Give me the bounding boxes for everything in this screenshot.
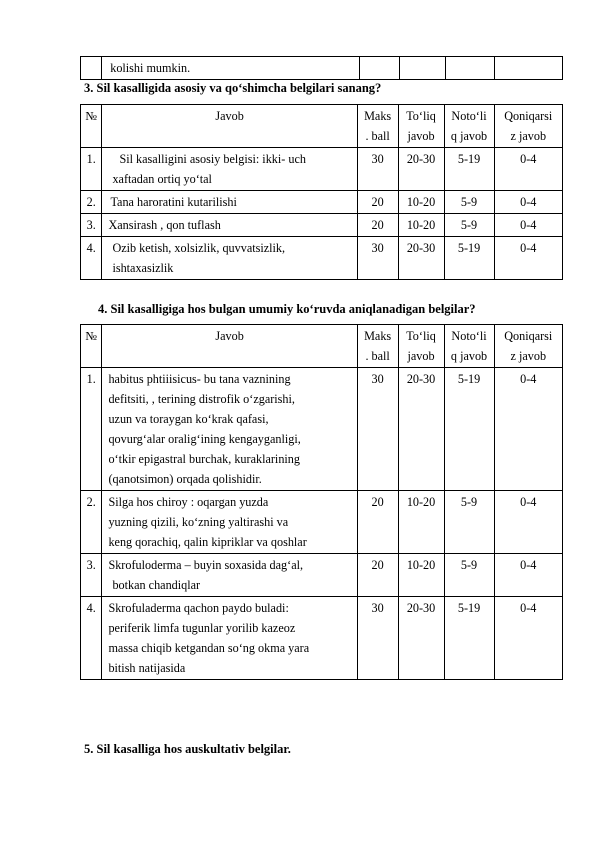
table-row: [81, 491, 563, 554]
answer-cell: [102, 554, 357, 597]
answer-cell: kolishi mumkin.: [102, 57, 360, 80]
answer-line: o‘tkir epigastral burchak, kuraklarining: [108, 452, 300, 466]
answer-line: Sil kasalligini asosiy belgisi: ikki- uch: [119, 152, 306, 166]
answer-line: (qanotsimon) orqada qolishidir.: [108, 472, 262, 486]
full-answer-cell: 20-30: [398, 148, 444, 191]
full-answer-cell: 10-20: [398, 491, 444, 554]
max-score-cell: 30: [357, 237, 398, 280]
header-unsatisfactory: Qoniqarsi z javob: [494, 105, 562, 148]
answer-cell: [102, 491, 357, 554]
answer-line: Skrofuloderma – buyin soxasida dag‘al,: [108, 558, 304, 572]
row-number-cell: 1.: [81, 148, 102, 191]
unsatisfactory-cell: 0-4: [494, 237, 562, 280]
unsatisfactory-cell: [495, 57, 563, 80]
answer-line: ishtaxasizlik: [112, 261, 174, 275]
answer-line: Ozib ketish, xolsizlik, quvvatsizlik,: [112, 241, 286, 255]
section-4-heading: 4. Sil kasalligiga hos bulgan umumiy ko‘ruvda aniqlanadigan belgilar?: [98, 302, 476, 316]
row-number-cell: 3.: [81, 214, 102, 237]
header-unsatisfactory: Qoniqarsi z javob: [494, 325, 562, 368]
answer-line: xaftadan ortiq yo‘tal: [112, 172, 212, 186]
unsatisfactory-cell: 0-4: [494, 554, 562, 597]
max-score-cell: [359, 57, 399, 80]
table-row: [81, 148, 563, 191]
partial-answer-cell: 5-19: [444, 368, 494, 491]
partial-answer-cell: 5-19: [444, 148, 494, 191]
partial-answer-cell: 5-9: [444, 214, 494, 237]
partial-answer-cell: 5-9: [444, 491, 494, 554]
header-full-answer: To‘liq javob: [398, 105, 444, 148]
answer-line: botkan chandiqlar: [112, 578, 201, 592]
max-score-cell: 30: [357, 148, 398, 191]
row-number-cell: 4.: [81, 597, 102, 680]
max-score-cell: 30: [357, 368, 398, 491]
header-answer: Javob: [102, 325, 357, 368]
row-number-cell: [81, 57, 102, 80]
max-score-cell: 20: [357, 191, 398, 214]
max-score-cell: 30: [357, 597, 398, 680]
unsatisfactory-cell: 0-4: [494, 214, 562, 237]
unsatisfactory-cell: 0-4: [494, 491, 562, 554]
section-5-heading: 5. Sil kasalliga hos auskultativ belgilar.: [84, 742, 291, 756]
partial-answer-cell: 5-9: [444, 191, 494, 214]
answer-cell: [102, 237, 357, 280]
section-4-table: [80, 324, 563, 680]
answer-cell: [102, 368, 357, 491]
answer-line: bitish natijasida: [108, 661, 186, 675]
continuation-table: [80, 56, 563, 80]
answer-line: uzun va toraygan ko‘krak qafasi,: [108, 412, 269, 426]
answer-cell: [102, 148, 357, 191]
full-answer-cell: 20-30: [398, 597, 444, 680]
max-score-cell: 20: [357, 214, 398, 237]
full-answer-cell: 10-20: [398, 214, 444, 237]
row-number-cell: 4.: [81, 237, 102, 280]
max-score-cell: 20: [357, 491, 398, 554]
row-number-cell: 1.: [81, 368, 102, 491]
table-row: [81, 214, 563, 237]
table-row: [81, 554, 563, 597]
row-number-cell: 3.: [81, 554, 102, 597]
section-3-heading: 3. Sil kasalligida asosiy va qo‘shimcha belgilari sanang?: [84, 81, 382, 95]
full-answer-cell: [400, 57, 445, 80]
table-row: [81, 597, 563, 680]
header-answer: Javob: [102, 105, 357, 148]
row-number-cell: 2.: [81, 191, 102, 214]
answer-cell: Xansirash , qon tuflash: [102, 214, 357, 237]
full-answer-cell: 20-30: [398, 237, 444, 280]
table-row: [81, 57, 563, 80]
table-header-row: [81, 105, 563, 148]
row-number-cell: 2.: [81, 491, 102, 554]
max-score-cell: 20: [357, 554, 398, 597]
answer-line: habitus phtiiisicus- bu tana vaznining: [108, 372, 291, 386]
table-row: [81, 237, 563, 280]
full-answer-cell: 20-30: [398, 368, 444, 491]
unsatisfactory-cell: 0-4: [494, 368, 562, 491]
answer-cell: [102, 597, 357, 680]
partial-answer-cell: [445, 57, 495, 80]
header-full-answer: To‘liq javob: [398, 325, 444, 368]
partial-answer-cell: 5-9: [444, 554, 494, 597]
section-3-table: [80, 104, 563, 280]
table-row: [81, 191, 563, 214]
answer-line: massa chiqib ketgandan so‘ng okma yara: [108, 641, 310, 655]
answer-line: yuzning qizili, ko‘zning yaltirashi va: [108, 515, 289, 529]
answer-line: qovurg‘alar oralig‘ining kengayganligi,: [108, 432, 301, 446]
unsatisfactory-cell: 0-4: [494, 597, 562, 680]
partial-answer-cell: 5-19: [444, 597, 494, 680]
full-answer-cell: 10-20: [398, 191, 444, 214]
table-header-row: [81, 325, 563, 368]
unsatisfactory-cell: 0-4: [494, 191, 562, 214]
answer-line: defitsiti, , terining distrofik o‘zgarishi,: [108, 392, 295, 406]
answer-line: keng qorachiq, qalin kipriklar va qoshlar: [108, 535, 307, 549]
header-max-score: Maks . ball: [357, 105, 398, 148]
header-number: №: [81, 105, 102, 148]
answer-line: periferik limfa tugunlar yorilib kazeoz: [108, 621, 296, 635]
answer-line: Silga hos chiroy : oqargan yuzda: [108, 495, 269, 509]
header-partial-answer: Noto‘li q javob: [444, 105, 494, 148]
answer-line: Skrofuladerma qachon paydo buladi:: [108, 601, 289, 615]
header-partial-answer: Noto‘li q javob: [444, 325, 494, 368]
unsatisfactory-cell: 0-4: [494, 148, 562, 191]
answer-cell: Tana haroratini kutarilishi: [102, 191, 357, 214]
header-number: №: [81, 325, 102, 368]
partial-answer-cell: 5-19: [444, 237, 494, 280]
table-row: [81, 368, 563, 491]
full-answer-cell: 10-20: [398, 554, 444, 597]
header-max-score: Maks . ball: [357, 325, 398, 368]
